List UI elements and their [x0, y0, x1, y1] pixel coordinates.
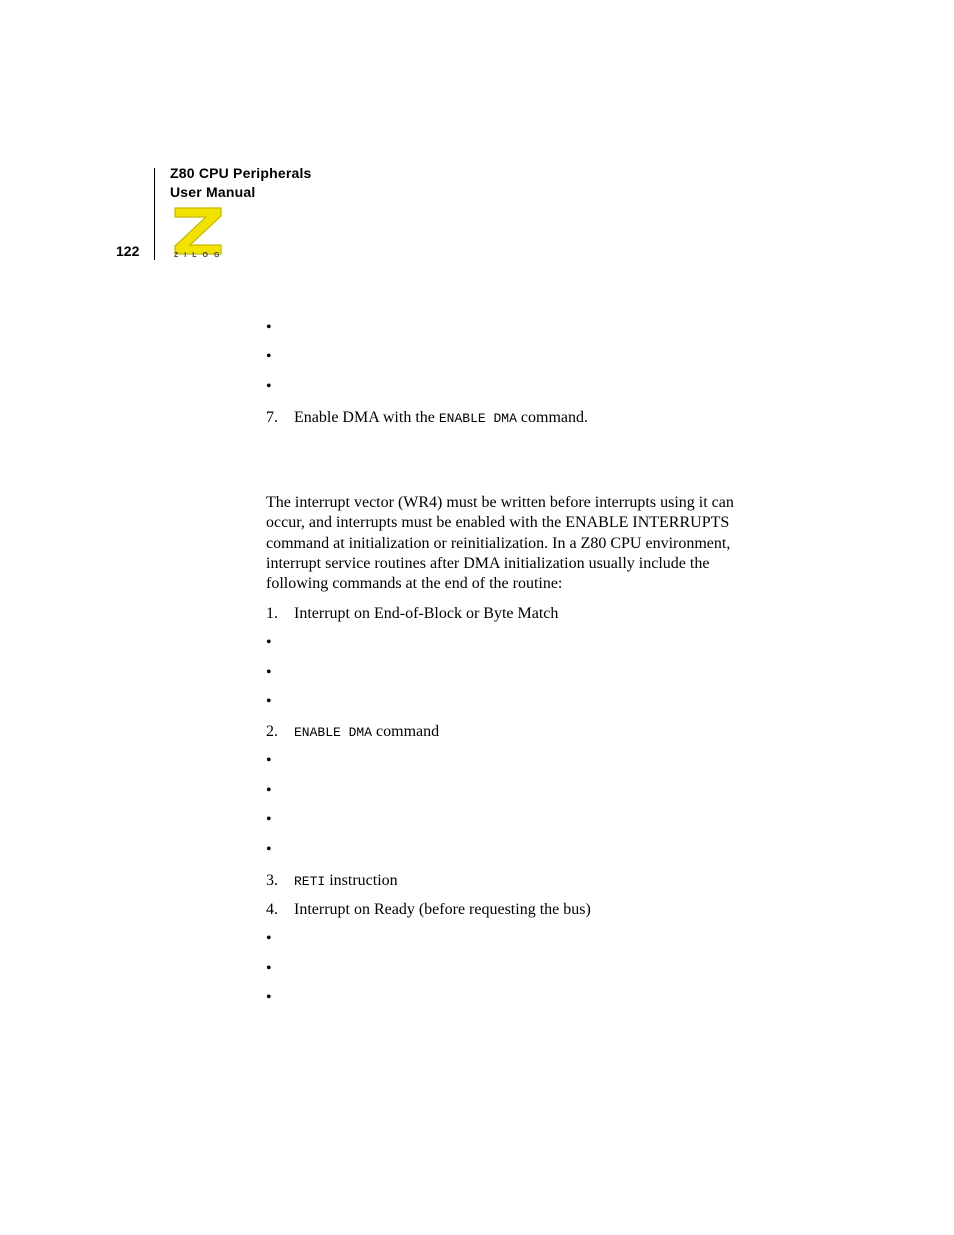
manual-subtitle: User Manual [170, 184, 256, 200]
bullet: • [266, 693, 272, 710]
code-enable-dma: ENABLE DMA [294, 725, 373, 740]
list-item-3 [266, 871, 398, 892]
list-item-text: Interrupt on Ready (before requesting the bus) [294, 901, 591, 918]
list-item-text: command [372, 723, 440, 740]
list-item-4 [266, 900, 591, 920]
bullet: • [266, 664, 272, 681]
list-number: 7. [266, 409, 278, 426]
bullet: • [266, 752, 272, 769]
bullet: • [266, 348, 272, 365]
code-reti: RETI [294, 874, 326, 889]
manual-title: Z80 CPU Peripherals [170, 165, 312, 181]
bullet: • [266, 782, 272, 799]
list-item-step-7 [266, 408, 588, 429]
bullet: • [266, 378, 272, 395]
logo-wordmark: ZILOG [174, 252, 226, 259]
bullet: • [266, 841, 272, 858]
list-number: 2. [266, 723, 278, 740]
step7-prefix: Enable DMA with the [294, 409, 439, 426]
list-item-2 [266, 722, 439, 743]
body-paragraph: The interrupt vector (WR4) must be written before interrupts using it can occur, and interrupts must be enabled with the ENABLE INTERRUPTS command at initialization or reinitialization. In a Z80 CPU environment, interrupt service routines after DMA initialization usually include the following commands at the end of the routine: [266, 494, 734, 593]
step7-suffix: command. [516, 409, 588, 426]
list-number: 1. [266, 605, 278, 622]
list-number: 3. [266, 872, 278, 889]
bullet: • [266, 319, 272, 336]
list-item-1 [266, 604, 558, 624]
code-enable-dma: ENABLE DMA [438, 411, 517, 426]
list-number: 4. [266, 901, 278, 918]
bullet: • [266, 960, 272, 977]
bullet: • [266, 811, 272, 828]
list-item-text: instruction [325, 872, 398, 889]
bullet: • [266, 930, 272, 947]
bullet: • [266, 989, 272, 1006]
header-divider [154, 168, 155, 260]
list-item-text: Interrupt on End-of-Block or Byte Match [294, 605, 559, 622]
page-number: 122 [116, 243, 140, 259]
bullet: • [266, 634, 272, 651]
